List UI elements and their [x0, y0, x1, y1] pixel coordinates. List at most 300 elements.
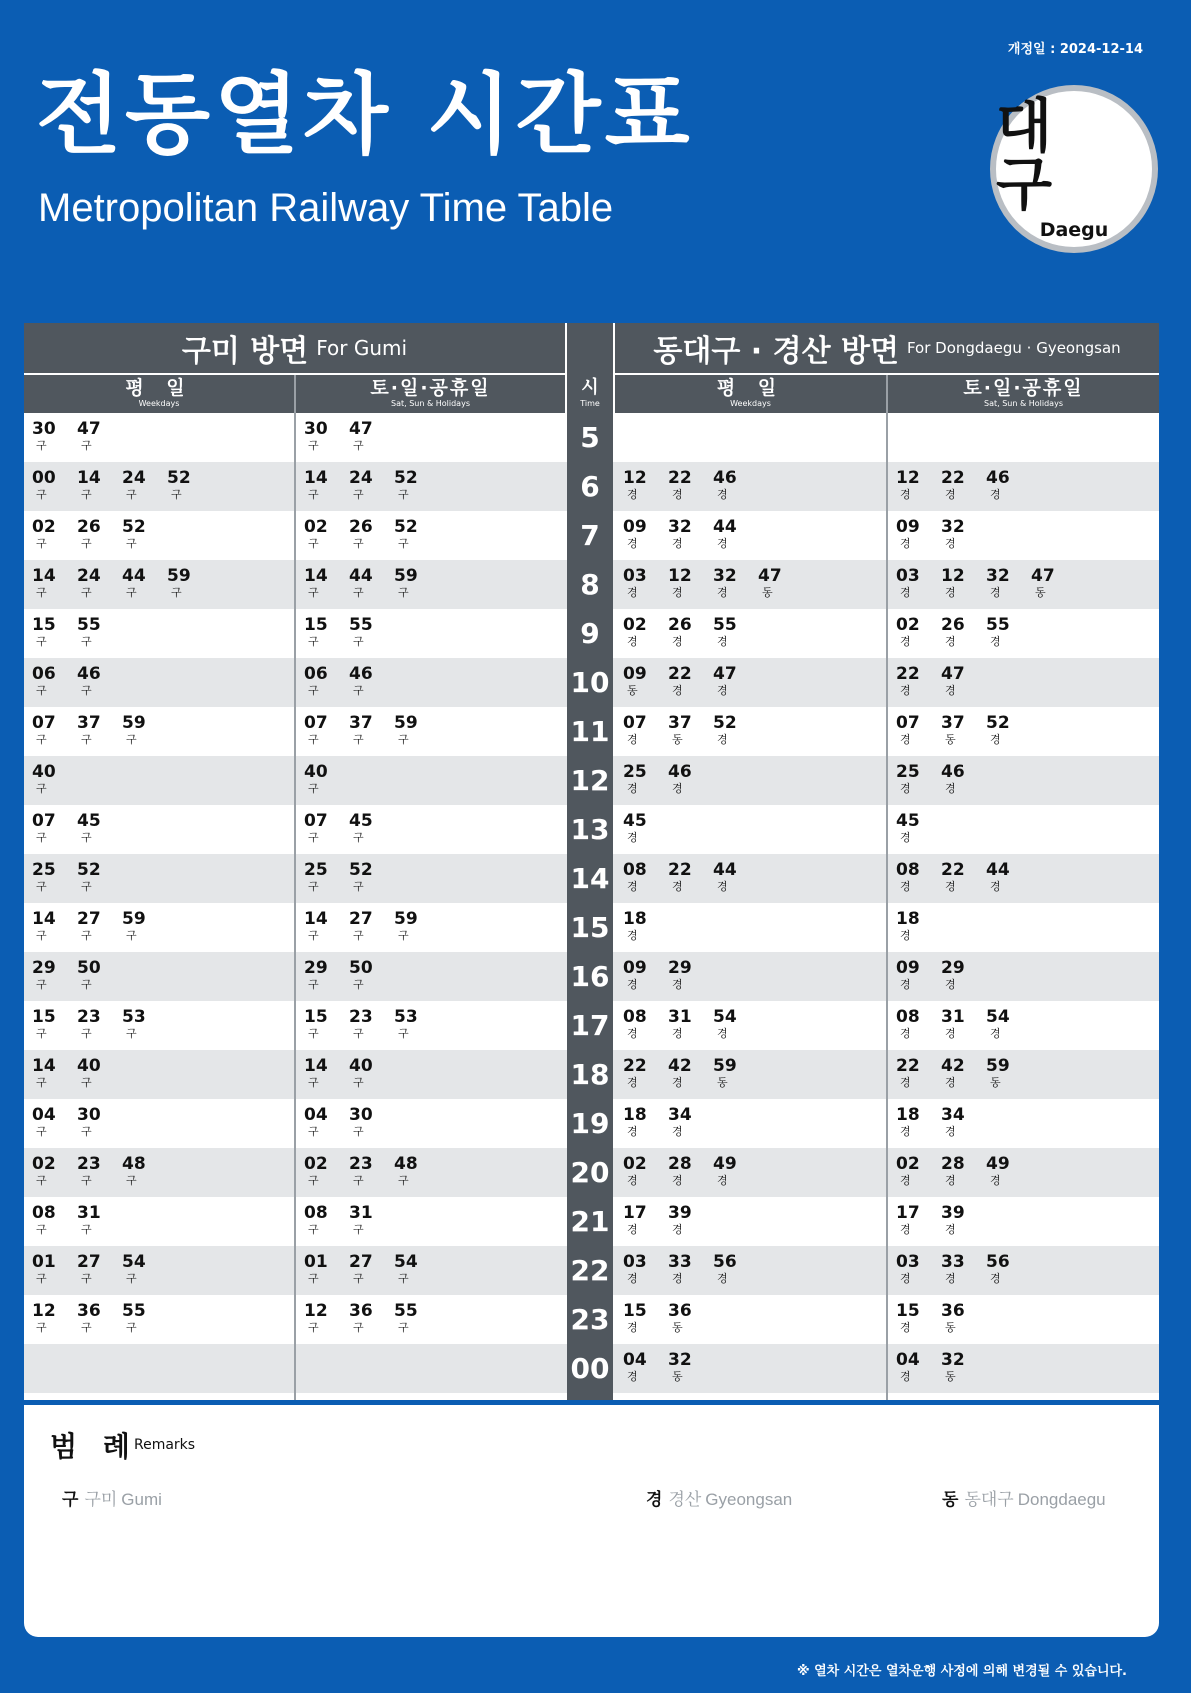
departure-minute: 33 — [941, 1252, 965, 1272]
departure-destination: 경 — [672, 1272, 683, 1285]
departure-minute: 23 — [77, 1007, 101, 1027]
departure-destination: 구 — [353, 635, 364, 648]
departure-destination: 구 — [36, 684, 47, 697]
cell-dongdaegu-holidays — [888, 511, 1158, 560]
departure-minute: 26 — [349, 517, 373, 537]
departure — [394, 469, 430, 501]
departure-destination: 경 — [990, 880, 1001, 893]
cell-gumi-holidays — [296, 1050, 566, 1099]
departure — [668, 1253, 704, 1285]
departure — [32, 518, 68, 550]
departure-minute: 08 — [623, 1007, 647, 1027]
departure-minute: 34 — [668, 1105, 692, 1125]
departure — [668, 665, 704, 697]
departure-destination: 경 — [672, 684, 683, 697]
cell-gumi-holidays — [296, 756, 566, 805]
departure — [304, 1204, 340, 1236]
departure — [349, 714, 385, 746]
departure-minute: 09 — [623, 517, 647, 537]
departure — [32, 714, 68, 746]
departure-minute: 50 — [349, 958, 373, 978]
departure-destination: 경 — [900, 1027, 911, 1040]
departure-minute: 40 — [77, 1056, 101, 1076]
departure-minute: 59 — [986, 1056, 1010, 1076]
departure-destination: 경 — [672, 537, 683, 550]
cell-gumi-weekdays — [24, 1344, 294, 1393]
footnote: ※ 열차 시간은 열차운행 사정에 의해 변경될 수 있습니다. — [796, 1664, 1127, 1679]
departure — [349, 1057, 385, 1089]
departure-minute: 31 — [77, 1203, 101, 1223]
cell-dongdaegu-weekdays — [615, 1344, 885, 1393]
departure-destination: 구 — [126, 488, 137, 501]
cell-dongdaegu-holidays — [888, 1001, 1158, 1050]
station-badge — [990, 85, 1158, 253]
departure-destination: 경 — [900, 1174, 911, 1187]
departure — [623, 1106, 659, 1138]
departure-minute: 07 — [32, 811, 56, 831]
departure-minute: 40 — [32, 762, 56, 782]
departure — [941, 567, 977, 599]
departure — [896, 1106, 932, 1138]
departure-minute: 29 — [32, 958, 56, 978]
departure-destination: 경 — [990, 635, 1001, 648]
departure — [349, 1155, 385, 1187]
departure-minute: 50 — [77, 958, 101, 978]
departure-destination: 구 — [36, 1223, 47, 1236]
hour-label: 시 — [581, 377, 599, 398]
departure-destination: 경 — [900, 1223, 911, 1236]
weekdays-label-en: Weekdays — [730, 399, 771, 408]
departure-destination: 경 — [945, 586, 956, 599]
departure — [896, 1155, 932, 1187]
departure-minute: 59 — [713, 1056, 737, 1076]
departure-minute: 14 — [32, 909, 56, 929]
departure-minute: 59 — [122, 909, 146, 929]
cell-gumi-weekdays — [24, 560, 294, 609]
cell-gumi-holidays — [296, 854, 566, 903]
departure-minute: 45 — [77, 811, 101, 831]
departure-destination: 경 — [672, 586, 683, 599]
departure-destination: 경 — [627, 929, 638, 942]
departure-minute: 18 — [623, 1105, 647, 1125]
departure-destination: 경 — [672, 1174, 683, 1187]
departure-destination: 경 — [672, 782, 683, 795]
departure — [623, 567, 659, 599]
departure-destination: 구 — [398, 1174, 409, 1187]
departure-minute: 09 — [896, 517, 920, 537]
departure-destination: 동 — [672, 1321, 683, 1334]
cell-dongdaegu-holidays — [888, 903, 1158, 952]
departure — [349, 1253, 385, 1285]
legend-code: 구 — [62, 1490, 79, 1510]
departure-minute: 12 — [32, 1301, 56, 1321]
departure — [304, 420, 340, 452]
departure-destination: 경 — [627, 586, 638, 599]
cell-dongdaegu-weekdays — [615, 413, 885, 462]
cell-gumi-holidays — [296, 609, 566, 658]
departure-minute: 02 — [304, 517, 328, 537]
departure-destination: 구 — [308, 1321, 319, 1334]
departure — [896, 616, 932, 648]
departure — [896, 714, 932, 746]
legend-label-en: Gyeongsan — [705, 1490, 793, 1509]
departure-minute: 30 — [32, 419, 56, 439]
departure-destination: 구 — [36, 439, 47, 452]
departure — [349, 420, 385, 452]
hour-label-en: Time — [580, 399, 600, 408]
departure-minute: 14 — [32, 1056, 56, 1076]
weekdays-label-en: Weekdays — [138, 399, 180, 408]
departure-destination: 구 — [126, 537, 137, 550]
departure-minute: 03 — [896, 566, 920, 586]
departure-destination: 구 — [81, 1027, 92, 1040]
departure-destination: 구 — [353, 1174, 364, 1187]
departure — [896, 1351, 932, 1383]
departure — [896, 1204, 932, 1236]
weekdays-label: 평 일 — [125, 377, 193, 399]
cell-dongdaegu-weekdays — [615, 511, 885, 560]
departure — [941, 1253, 977, 1285]
departure-minute: 32 — [713, 566, 737, 586]
departure — [623, 861, 659, 893]
departure-minute: 06 — [32, 664, 56, 684]
departure — [349, 616, 385, 648]
departure-minute: 46 — [941, 762, 965, 782]
departure-destination: 경 — [627, 782, 638, 795]
departure — [77, 714, 113, 746]
departure-minute: 54 — [986, 1007, 1010, 1027]
departure-destination: 구 — [36, 1027, 47, 1040]
departure — [668, 1008, 704, 1040]
subheader-gumi-weekdays — [24, 375, 294, 413]
departure-minute: 53 — [394, 1007, 418, 1027]
departure-minute: 22 — [668, 664, 692, 684]
departure-minute: 22 — [941, 860, 965, 880]
departure — [394, 1253, 430, 1285]
departure-destination: 구 — [308, 880, 319, 893]
departure-destination: 경 — [717, 1272, 728, 1285]
departure-minute: 02 — [896, 1154, 920, 1174]
departure-destination: 구 — [353, 586, 364, 599]
legend-label-ko: 동대구 — [964, 1490, 1014, 1510]
departure-destination: 경 — [627, 1370, 638, 1383]
departure-destination: 구 — [308, 978, 319, 991]
departure-destination: 구 — [308, 1076, 319, 1089]
departure-minute: 36 — [77, 1301, 101, 1321]
departure — [122, 518, 158, 550]
departure-minute: 14 — [304, 468, 328, 488]
departure-destination: 경 — [672, 1027, 683, 1040]
departure-destination: 구 — [36, 929, 47, 942]
hour-cell: 16 — [570, 960, 610, 993]
departure — [941, 665, 977, 697]
departure — [623, 763, 659, 795]
cell-gumi-weekdays — [24, 707, 294, 756]
departure-destination: 경 — [717, 1174, 728, 1187]
departure-minute: 23 — [349, 1154, 373, 1174]
departure-destination: 경 — [717, 537, 728, 550]
departure-destination: 경 — [627, 1076, 638, 1089]
departure — [349, 1302, 385, 1334]
departure — [394, 1302, 430, 1334]
cell-dongdaegu-holidays — [888, 609, 1158, 658]
cell-dongdaegu-weekdays — [615, 1050, 885, 1099]
departure-minute: 49 — [713, 1154, 737, 1174]
departure-minute: 14 — [304, 909, 328, 929]
departure-destination: 구 — [126, 1272, 137, 1285]
departure-destination: 경 — [900, 733, 911, 746]
departure-minute: 52 — [394, 468, 418, 488]
departure-minute: 54 — [713, 1007, 737, 1027]
holidays-label: 토·일·공휴일 — [963, 377, 1084, 399]
departure — [986, 861, 1022, 893]
cell-dongdaegu-holidays — [888, 1246, 1158, 1295]
departure-minute: 32 — [941, 1350, 965, 1370]
departure-minute: 42 — [668, 1056, 692, 1076]
departure — [896, 910, 932, 942]
remarks-panel — [24, 1405, 1159, 1637]
departure — [623, 1253, 659, 1285]
departure-destination: 구 — [353, 880, 364, 893]
cell-dongdaegu-weekdays — [615, 854, 885, 903]
departure — [304, 1057, 340, 1089]
hour-cell: 21 — [570, 1205, 610, 1238]
departure — [623, 469, 659, 501]
departure-minute: 47 — [758, 566, 782, 586]
departure — [32, 1057, 68, 1089]
departure — [668, 518, 704, 550]
cell-gumi-holidays — [296, 560, 566, 609]
departure-destination: 경 — [990, 1027, 1001, 1040]
departure-destination: 구 — [36, 1125, 47, 1138]
departure-destination: 경 — [672, 488, 683, 501]
departure-minute: 52 — [713, 713, 737, 733]
departure-minute: 15 — [304, 1007, 328, 1027]
departure — [941, 1155, 977, 1187]
departure-minute: 36 — [941, 1301, 965, 1321]
legend-code: 동 — [942, 1490, 959, 1510]
departure-destination: 동 — [990, 1076, 1001, 1089]
departure — [304, 616, 340, 648]
departure-minute: 29 — [941, 958, 965, 978]
cell-gumi-weekdays — [24, 1001, 294, 1050]
station-name-en: Daegu — [1039, 219, 1109, 241]
departure-destination: 경 — [672, 1125, 683, 1138]
departure-minute: 01 — [304, 1252, 328, 1272]
departure — [623, 1008, 659, 1040]
departure-minute: 14 — [77, 468, 101, 488]
departure-minute: 27 — [77, 1252, 101, 1272]
departure-minute: 24 — [122, 468, 146, 488]
cell-dongdaegu-holidays — [888, 952, 1158, 1001]
departure — [623, 665, 659, 697]
departure — [713, 665, 749, 697]
departure-destination: 구 — [81, 929, 92, 942]
departure-destination: 구 — [81, 733, 92, 746]
departure-destination: 경 — [672, 880, 683, 893]
departure-minute: 07 — [896, 713, 920, 733]
departure — [668, 714, 704, 746]
column-divider — [294, 375, 296, 1400]
departure-destination: 경 — [945, 1174, 956, 1187]
departure-minute: 47 — [349, 419, 373, 439]
departure-minute: 26 — [668, 615, 692, 635]
departure — [986, 616, 1022, 648]
departure — [713, 1057, 749, 1089]
departure-minute: 22 — [668, 468, 692, 488]
departure-minute: 18 — [896, 909, 920, 929]
departure — [668, 1204, 704, 1236]
departure-destination: 구 — [398, 488, 409, 501]
departure — [896, 1302, 932, 1334]
cell-dongdaegu-holidays — [888, 1099, 1158, 1148]
departure-minute: 06 — [304, 664, 328, 684]
departure-destination: 구 — [36, 978, 47, 991]
cell-gumi-holidays — [296, 511, 566, 560]
departure-minute: 03 — [623, 566, 647, 586]
departure — [668, 469, 704, 501]
departure-minute: 18 — [623, 909, 647, 929]
departure-minute: 56 — [713, 1252, 737, 1272]
departure-destination: 동 — [672, 733, 683, 746]
departure-destination: 경 — [990, 488, 1001, 501]
departure-destination: 구 — [126, 733, 137, 746]
departure-minute: 46 — [668, 762, 692, 782]
departure-destination: 구 — [81, 1174, 92, 1187]
departure — [77, 616, 113, 648]
departure-minute: 26 — [941, 615, 965, 635]
departure-destination: 경 — [627, 1174, 638, 1187]
departure-minute: 52 — [77, 860, 101, 880]
cell-dongdaegu-holidays — [888, 805, 1158, 854]
cell-dongdaegu-holidays — [888, 413, 1158, 462]
cell-gumi-weekdays — [24, 1246, 294, 1295]
departure — [623, 959, 659, 991]
direction-dongdaegu-en: For Dongdaegu · Gyeongsan — [906, 339, 1121, 357]
departure-destination: 경 — [900, 488, 911, 501]
departure — [668, 959, 704, 991]
departure — [304, 812, 340, 844]
departure — [896, 567, 932, 599]
departure-destination: 경 — [627, 635, 638, 648]
hour-cell: 6 — [580, 470, 600, 503]
departure-destination: 경 — [672, 978, 683, 991]
cell-gumi-holidays — [296, 1295, 566, 1344]
departure-destination: 구 — [126, 1027, 137, 1040]
departure-destination: 구 — [81, 488, 92, 501]
departure-destination: 경 — [945, 1272, 956, 1285]
departure-destination: 구 — [353, 1321, 364, 1334]
departure-destination: 구 — [308, 782, 319, 795]
departure-destination: 경 — [900, 635, 911, 648]
departure-destination: 경 — [717, 586, 728, 599]
departure-destination: 경 — [900, 1370, 911, 1383]
departure-minute: 46 — [349, 664, 373, 684]
cell-gumi-holidays — [296, 658, 566, 707]
departure — [896, 763, 932, 795]
departure — [623, 616, 659, 648]
departure-minute: 59 — [394, 566, 418, 586]
departure — [77, 812, 113, 844]
departure-minute: 15 — [896, 1301, 920, 1321]
departure — [713, 518, 749, 550]
hour-cell: 15 — [570, 911, 610, 944]
hour-cell: 5 — [580, 421, 600, 454]
departure-destination: 경 — [945, 782, 956, 795]
departure-destination: 동 — [717, 1076, 728, 1089]
legend-label-ko: 구미 — [84, 1490, 118, 1510]
departure-destination: 구 — [308, 1027, 319, 1040]
timetable — [24, 323, 1159, 1400]
departure — [32, 420, 68, 452]
page-subtitle: Metropolitan Railway Time Table — [38, 186, 614, 230]
departure-destination: 경 — [945, 537, 956, 550]
departure-destination: 구 — [398, 1027, 409, 1040]
departure — [349, 861, 385, 893]
departure — [304, 665, 340, 697]
cell-gumi-weekdays — [24, 1148, 294, 1197]
departure-destination: 구 — [308, 733, 319, 746]
cell-dongdaegu-weekdays — [615, 952, 885, 1001]
legend-label-ko: 경산 — [668, 1490, 702, 1510]
departure-destination: 경 — [990, 1174, 1001, 1187]
departure-destination: 구 — [308, 1272, 319, 1285]
cell-dongdaegu-weekdays — [615, 756, 885, 805]
departure-minute: 08 — [896, 1007, 920, 1027]
departure-minute: 39 — [941, 1203, 965, 1223]
departure-destination: 경 — [672, 1223, 683, 1236]
departure-minute: 32 — [668, 517, 692, 537]
departure-destination: 구 — [353, 439, 364, 452]
departure-destination: 경 — [627, 1223, 638, 1236]
departure-minute: 52 — [986, 713, 1010, 733]
departure — [77, 1106, 113, 1138]
departure-destination: 구 — [353, 1223, 364, 1236]
cell-gumi-weekdays — [24, 1197, 294, 1246]
departure-minute: 37 — [349, 713, 373, 733]
departure-minute: 07 — [32, 713, 56, 733]
departure — [122, 714, 158, 746]
legend-item-dongdaegu — [942, 1485, 1106, 1510]
hour-cell: 7 — [580, 519, 600, 552]
departure-minute: 44 — [713, 517, 737, 537]
cell-dongdaegu-holidays — [888, 1050, 1158, 1099]
departure — [122, 1008, 158, 1040]
cell-gumi-weekdays — [24, 658, 294, 707]
departure — [896, 959, 932, 991]
departure-minute: 27 — [349, 909, 373, 929]
departure — [32, 861, 68, 893]
departure — [394, 518, 430, 550]
departure-minute: 25 — [623, 762, 647, 782]
cell-dongdaegu-holidays — [888, 756, 1158, 805]
departure — [32, 910, 68, 942]
cell-gumi-weekdays — [24, 903, 294, 952]
departure-minute: 45 — [623, 811, 647, 831]
subheader-dongdaegu-weekdays — [615, 375, 886, 413]
departure-minute: 45 — [349, 811, 373, 831]
departure-minute: 07 — [304, 713, 328, 733]
departure-destination: 구 — [308, 684, 319, 697]
legend-label-en: Dongdaegu — [1017, 1490, 1106, 1509]
departure-minute: 02 — [896, 615, 920, 635]
departure — [986, 469, 1022, 501]
departure-minute: 46 — [77, 664, 101, 684]
departure-destination: 경 — [945, 1223, 956, 1236]
departure-destination: 구 — [353, 1272, 364, 1285]
departure-minute: 54 — [394, 1252, 418, 1272]
departure-minute: 44 — [349, 566, 373, 586]
